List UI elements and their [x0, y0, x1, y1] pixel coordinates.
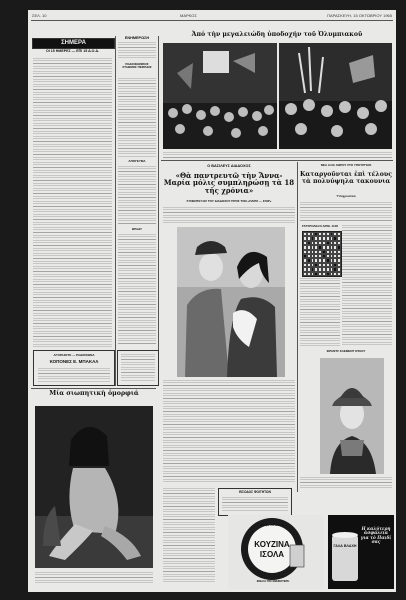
marriage-headline: «Θὰ παντρευτῶ τὴν Ἄννα-Μαρία μόλις συμπληρώσῃ τὰ 18 τῆς χρόνια»	[163, 171, 295, 195]
radio-schedule-b	[118, 166, 156, 226]
radio-station: ΡΑΔΙΟΦΩΝΙΚΟΣ ΣΤΑΘΜΟΣ ΠΕΙΡΑΙΩΣ	[122, 62, 152, 70]
notice-text	[222, 497, 288, 512]
tax-text	[300, 202, 392, 222]
radio-ad-name: ΚΟΠΟΝΕΣ Ε. ΜΠΑΚΑΛ	[49, 359, 99, 364]
olympiakos-headline: Ἀπό τὴν μεγαλειώδη ὑποδοχήν τοῦ Ὀλυμπιακοῦ	[191, 31, 363, 38]
tax-headline: Καταργοῦνται ἐπὶ τέλους τὰ πολυύψηλα τακουνια	[300, 171, 392, 185]
crossword-title: ΣΤΑΥΡΟΛΕΞΟ ΑΡΙΘ. 1100	[301, 224, 339, 228]
small-notice-text	[121, 354, 155, 382]
crossword-cell	[337, 272, 341, 276]
olympiakos-photo-left	[163, 43, 277, 149]
notice-title: ΕΙΣΟΔΟΣ ΦΟΙΤΗΤΩΝ	[239, 490, 271, 494]
running-head	[32, 12, 392, 20]
gala-vlachi-ad	[328, 515, 394, 589]
radio-schedule-c	[118, 234, 156, 344]
left-article-text	[33, 58, 112, 348]
kouzina-isola-ad	[228, 515, 324, 589]
left-banner-title: ΣΗΜΕΡΑ	[61, 40, 86, 46]
portrait-text	[300, 477, 392, 489]
paper-name: ΜΑΡΚΟΣ	[180, 13, 197, 18]
marriage-kicker: Ο ΒΑΣΙΛΕΥΣ ΔΙΑΔΟΧΟΣ	[207, 164, 251, 168]
crossword-clues	[342, 225, 392, 345]
page-date: ΠΑΡΑΣΚΕΥΗ, 15 ΟΚΤΩΒΡΙΟΥ 1965	[327, 13, 392, 18]
crossword-grid	[302, 231, 342, 277]
radio-ad-title: ΑΓΟΡΑΖΕΤΕ — ΡΑΔΙΟΦΩΝΑ	[53, 353, 95, 357]
radio-title: ΕΝΗΜΕΡΩΣΗ	[124, 36, 150, 40]
radio-intro-text	[118, 42, 156, 60]
newspaper-page	[28, 10, 396, 592]
olympiakos-caption-text	[163, 152, 392, 158]
royal-couple-photo	[177, 227, 285, 377]
radio-ad	[33, 350, 115, 386]
tax-subhead: Ὑποχρεωτικό	[336, 194, 356, 198]
tax-kicker: ΝΕΑ ΑΞΙΑ ΧΩΡΟΥ ΣΤΟ ΥΠΟΥΡΓΕΙΟ	[320, 163, 372, 167]
kouzina-footer: ΕΙΝΑΙ Η ΠΙΟ ΦΘΗΝΟΤΕΡΗ	[256, 580, 290, 583]
marriage-article-text-b	[163, 488, 215, 584]
marriage-article-text	[163, 380, 295, 484]
crossword-clues-b	[300, 278, 340, 348]
small-notice-ad	[117, 350, 159, 386]
radio-ad-text	[38, 368, 110, 382]
radio-program-c: ΒΡΑΔΥ	[132, 227, 142, 231]
page-number: ΣΕΛ. 10	[32, 13, 47, 18]
portrait-photo	[320, 358, 384, 474]
portrait-caption: ΦΡΑΝΤΣ ΚΛΕΜΕΝΤ ΝΤΑΟΥ	[326, 349, 366, 353]
radio-schedule-a	[118, 78, 156, 158]
left-banner	[32, 38, 115, 49]
kouzina-brand: ΙΣΟΛΑ	[259, 550, 285, 559]
gala-slogan: Η καλύτερη ἀσφάλεια για τὸ Παιδί σας	[360, 526, 392, 545]
left-photo	[35, 406, 153, 568]
olympiakos-photo-right	[279, 43, 392, 149]
gala-brand: ΓΑΛΑ ΒΛΑΧΗ	[333, 544, 357, 548]
notice-box	[218, 488, 292, 516]
kouzina-label: ΚΟΥΖΙΝΑ	[254, 540, 290, 549]
left-photo-caption: Μία σιωπητικὴ ὀμορφιά	[49, 390, 139, 397]
marriage-subhead: ΣΥΝΕΝΤΕΥΞΙΣ ΤΟΥ ΔΙΑΔΟΧΟΥ ΠΡΟΣ ΤΟΝ «ΠΑΡΙΣ — ΣΟΙΡ»	[186, 199, 272, 203]
kouzina-small-text: Φτιάξτε πιο εύκολα	[260, 524, 284, 527]
left-subhead: ΟΙ 15 ΗΜΕΡΕΣ — ΕΠΙ 15 Δ.Ο.Δ.	[45, 49, 100, 53]
left-photo-text	[35, 572, 153, 584]
radio-program-b: ΑΠΟΓΕΥΜΑ	[128, 159, 146, 163]
marriage-intro-text	[163, 207, 295, 223]
